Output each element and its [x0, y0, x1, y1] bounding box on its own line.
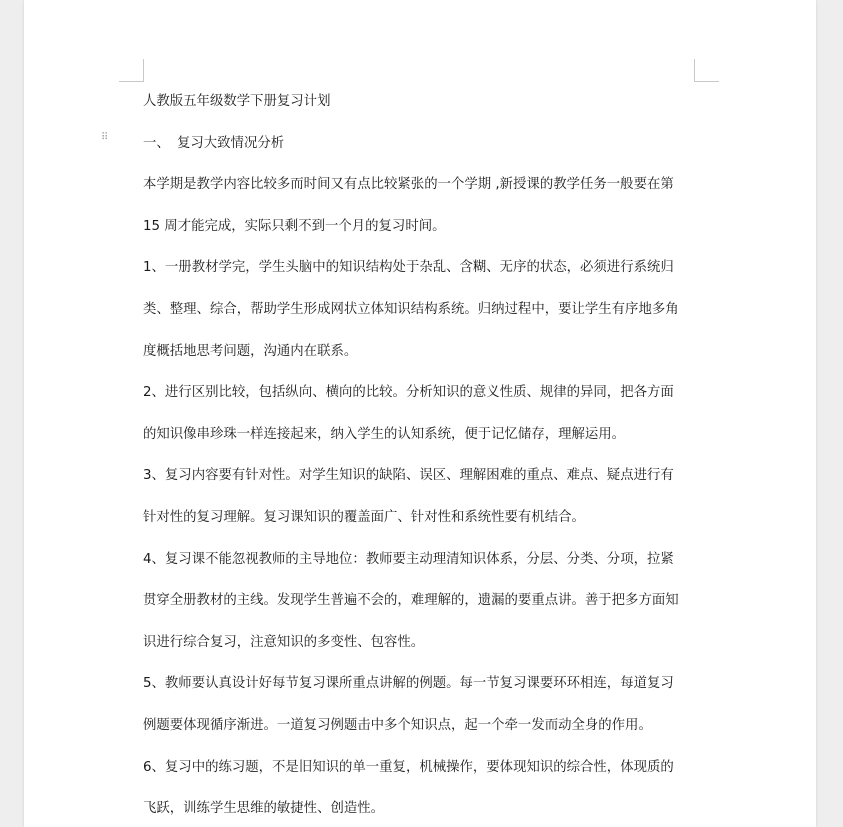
body-line: 飞跃，训练学生思维的敏捷性、创造性。	[143, 801, 385, 817]
body-line: 针对性的复习理解。复习课知识的覆盖面广、针对性和系统性要有机结合。	[143, 509, 585, 525]
body-line: 类、整理、综合，帮助学生形成网状立体知识结构系统。归纳过程中，要让学生有序地多角	[143, 301, 679, 317]
body-line: 度概括地思考问题，沟通内在联系。	[143, 343, 358, 359]
body-line: 3、复习内容要有针对性。对学生知识的缺陷、误区、理解困难的重点、难点、疑点进行有	[143, 468, 674, 484]
margin-corner-top-right	[694, 59, 719, 82]
body-line: 识进行综合复习，注意知识的多变性、包容性。	[143, 634, 425, 650]
document-page	[24, 0, 816, 827]
body-line: 15 周才能完成，实际只剩不到一个月的复习时间。	[143, 218, 446, 234]
document-title: 人教版五年级数学下册复习计划	[143, 94, 331, 109]
body-line: 6、复习中的练习题，不是旧知识的单一重复，机械操作，要体现知识的综合性，体现质的	[143, 759, 674, 775]
body-line: 的知识像串珍珠一样连接起来，纳入学生的认知系统，便于记忆储存，理解运用。	[143, 426, 626, 442]
section-heading-text: 复习大致情况分析	[177, 135, 285, 151]
body-line: 1、一册教材学完，学生头脑中的知识结构处于杂乱、含糊、无序的状态，必须进行系统归	[143, 260, 674, 276]
body-line: 本学期是教学内容比较多而时间又有点比较紧张的一个学期 ,新授课的教学任务一般要在第	[143, 177, 674, 193]
document-body[interactable]	[143, 81, 698, 827]
body-line: 贯穿全册教材的主线。发现学生普遍不会的，难理解的，遗漏的要重点讲。善于把多方面知	[143, 593, 679, 609]
section-heading	[143, 123, 698, 165]
paragraph-drag-handle-icon[interactable]: ⠿	[101, 132, 109, 143]
body-line: 5、教师要认真设计好每节复习课所重点讲解的例题。每一节复习课要环环相连，每道复习	[143, 676, 674, 692]
margin-corner-top-left	[119, 59, 144, 82]
body-line: 2、进行区别比较，包括纵向、横向的比较。分析知识的意义性质、规律的异同，把各方面	[143, 385, 674, 401]
section-heading-number: 一、	[143, 135, 170, 151]
body-line: 例题要体现循序渐进。一道复习例题击中多个知识点，起一个牵一发而动全身的作用。	[143, 717, 652, 733]
body-line: 4、复习课不能忽视教师的主导地位：教师要主动理清知识体系，分层、分类、分项，拉紧	[143, 551, 674, 567]
